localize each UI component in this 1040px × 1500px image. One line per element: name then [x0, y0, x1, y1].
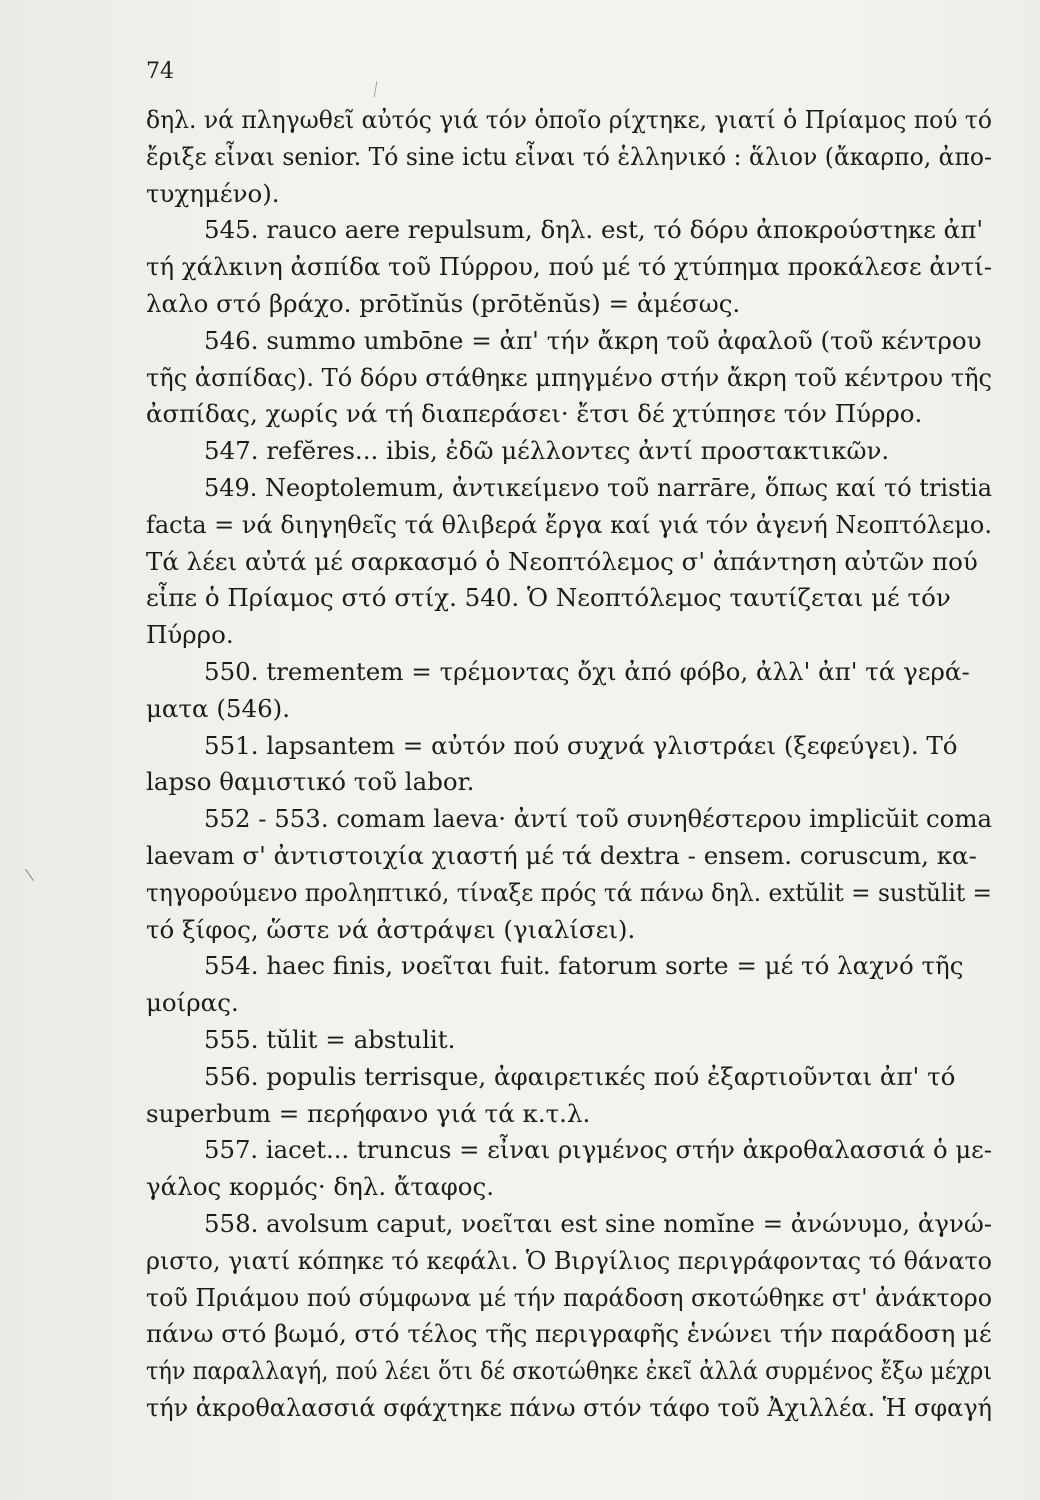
text-line: τηγορούμενο προληπτικό, τίναξε πρός τά πάνω δηλ. extŭlit = sustŭlit = — [146, 877, 992, 907]
text-line: 558. avolsum caput, νοεῖται est sine nomĭne = ἀνώνυμο, ἀγνώ- — [204, 1208, 992, 1238]
text-line: τήν παραλλαγή, πού λέει ὅτι δέ σκοτώθηκε ἐκεῖ ἀλλά συρμένος ἔξω μέχρι — [146, 1356, 992, 1386]
text-line: 555. tŭlit = abstulit. — [204, 1024, 456, 1054]
text-line: 549. Neoptolemum, ἀντικείμενο τοῦ narrāre, ὅπως καί τό tristia — [204, 472, 992, 502]
text-line: Πύρρο. — [146, 620, 234, 650]
text-line: ριστο, γιατί κόπηκε τό κεφάλι. Ὁ Βιργίλιος περιγράφοντας τό θάνατο — [146, 1245, 992, 1275]
text-line: 550. trementem = τρέμοντας ὄχι ἀπό φόβο, ἀλλ' ἀπ' τά γερά- — [204, 656, 970, 686]
text-line: 547. refĕres... ibis, ἐδῶ μέλλοντες ἀντί προστακτικῶν. — [204, 436, 890, 466]
text-line: τή χάλκινη ἀσπίδα τοῦ Πύρρου, πού μέ τό χτύπημα προκάλεσε ἀντί- — [146, 252, 992, 282]
text-line: 545. rauco aere repulsum, δηλ. est, τό δόρυ ἀποκρούστηκε ἀπ' — [204, 215, 984, 245]
text-line: 551. lapsantem = αὐτόν πού συχνά γλιστράει (ξεφεύγει). Τό — [204, 730, 958, 760]
text-line: τοῦ Πριάμου πού σύμφωνα μέ τήν παράδοση σκοτώθηκε στ' ἀνάκτορο — [146, 1282, 992, 1312]
text-line: τῆς ἀσπίδας). Τό δόρυ στάθηκε μπηγμένο στήν ἄκρη τοῦ κέντρου τῆς — [146, 362, 992, 392]
text-line: μοίρας. — [146, 988, 239, 1018]
text-line: facta = νά διηγηθεῖς τά θλιβερά ἔργα καί γιά τόν ἀγενή Νεοπτόλεμο. — [146, 509, 992, 539]
text-line: τό ξίφος, ὥστε νά ἀστράψει (γιαλίσει). — [146, 914, 636, 944]
text-line: ματα (546). — [146, 693, 291, 723]
text-line: εἶπε ὁ Πρίαμος στό στίχ. 540. Ὁ Νεοπτόλεμος ταυτίζεται μέ τόν — [146, 583, 951, 613]
text-line: laevam σ' ἀντιστοιχία χιαστή μέ τά dextra - ensem. coruscum, κα- — [146, 840, 977, 870]
text-line: γάλος κορμός· δηλ. ἄταφος. — [146, 1172, 495, 1202]
text-line: 556. populis terrisque, ἀφαιρετικές πού ἐξαρτιοῦνται ἀπ' τό — [204, 1061, 956, 1091]
text-line: 554. haec finis, νοεῖται fuit. fatorum sorte = μέ τό λαχνό τῆς — [204, 951, 964, 981]
text-line: τήν ἀκροθαλασσιά σφάχτηκε πάνω στόν τάφο τοῦ Ἀχιλλέα. Ἡ σφαγή — [146, 1392, 992, 1422]
text-line: δηλ. νά πληγωθεῖ αὐτός γιά τόν ὁποῖο ρίχτηκε, γιατί ὁ Πρίαμος πού τό — [146, 105, 992, 134]
text-line: ἔριξε εἶναι senior. Τό sine ictu εἶναι τό ἑλληνικό : ἅλιον (ἄκαρπο, ἀπο- — [146, 141, 992, 171]
margin-mark — [25, 863, 42, 881]
text-line: lapso θαμιστικό τοῦ labor. — [146, 767, 475, 797]
text-line: πάνω στό βωμό, στό τέλος τῆς περιγραφῆς ἑνώνει τήν παράδοση μέ — [146, 1319, 992, 1349]
text-line: λαλο στό βράχο. prōtĭnŭs (prōtĕnŭs) = ἀμέσως. — [146, 288, 741, 318]
text-line: ἀσπίδας, χωρίς νά τή διαπεράσει· ἔτσι δέ χτύπησε τόν Πύρρο. — [146, 399, 923, 429]
text-line: 557. iacet... truncus = εἶναι ριγμένος στήν ἀκροθαλασσιά ὁ με- — [204, 1135, 992, 1165]
commentary-text — [146, 102, 992, 1427]
page-number: 74 — [146, 59, 174, 84]
text-line: Τά λέει αὐτά μέ σαρκασμό ὁ Νεοπτόλεμος σ' ἀπάντηση αὐτῶν πού — [146, 546, 978, 576]
text-line: 546. summo umbōne = ἀπ' τήν ἄκρη τοῦ ἀφαλοῦ (τοῦ κέντρου — [204, 325, 982, 355]
text-line: superbum = περήφανο γιά τά κ.τ.λ. — [146, 1098, 591, 1128]
text-line: 552 - 553. comam laeva· ἀντί τοῦ συνηθέστερου implicŭit coma — [204, 804, 992, 834]
text-line: τυχημένο). — [146, 178, 280, 208]
